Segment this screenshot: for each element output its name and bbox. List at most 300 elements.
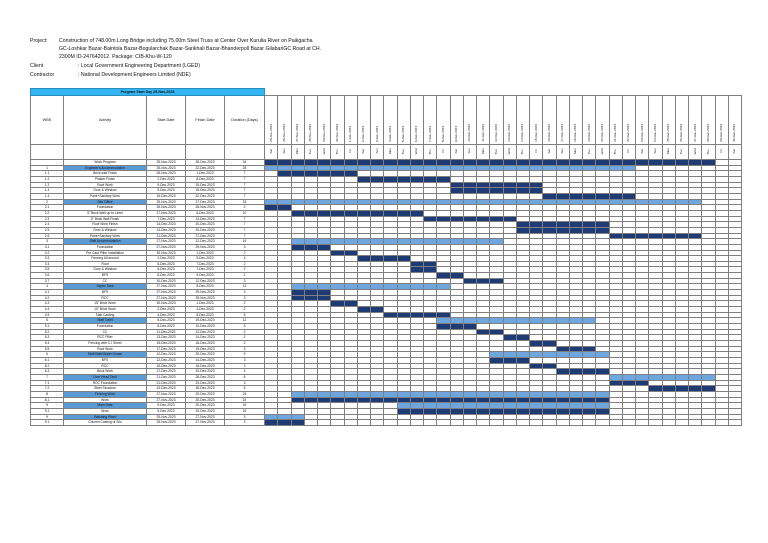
date-header-32 bbox=[689, 96, 702, 145]
gantt-empty-cell bbox=[662, 420, 675, 426]
duration-cell: 7 bbox=[225, 171, 265, 177]
weekday-header-23 bbox=[569, 145, 582, 160]
date-header-19 bbox=[516, 96, 529, 145]
finish-date-cell: 20-Dec-2023 bbox=[186, 222, 225, 228]
wbs-cell: 3.6 bbox=[31, 273, 64, 279]
weekday-label: Wed bbox=[599, 148, 604, 155]
date-header-21 bbox=[543, 96, 556, 145]
start-date-cell: 21-Dec-2023 bbox=[147, 374, 186, 380]
start-date-cell: 16-Dec-2023 bbox=[147, 193, 186, 199]
activity-cell: Column Casting of Silo bbox=[64, 420, 147, 426]
client-text: : Local Government Engineering Department (LGED) bbox=[78, 63, 200, 69]
weekday-label: Thu bbox=[520, 148, 525, 154]
date-label: 29-Dec-2023 bbox=[719, 124, 724, 142]
finish-date-cell: 20-Dec-2023 bbox=[186, 397, 225, 403]
weekday-header-16 bbox=[477, 145, 490, 160]
weekday-label: Wed bbox=[321, 148, 326, 155]
duration-cell: 3 bbox=[225, 324, 265, 330]
activity-cell: Site Office bbox=[64, 199, 147, 205]
activity-header: Activity bbox=[64, 96, 147, 145]
activity-cell: 5" Brick Wall Finish bbox=[64, 216, 147, 222]
activity-cell: RCC Piller bbox=[64, 335, 147, 341]
finish-date-cell: 29-Nov-2023 bbox=[186, 290, 225, 296]
duration-cell: 34 bbox=[225, 160, 265, 166]
column-header-row bbox=[31, 96, 742, 145]
weekday-label: Thu bbox=[613, 148, 618, 154]
duration-cell: 3 bbox=[225, 290, 265, 296]
weekday-label: Fri bbox=[719, 149, 724, 153]
finish-date-cell: 13-Dec-2023 bbox=[186, 216, 225, 222]
finish-date-cell: 16-Dec-2023 bbox=[186, 363, 225, 369]
weekday-label: Fri bbox=[626, 149, 631, 153]
gantt-empty-cell bbox=[490, 420, 503, 426]
duration-cell: 2 bbox=[225, 341, 265, 347]
date-header-24 bbox=[583, 96, 596, 145]
date-header-2 bbox=[291, 96, 304, 145]
finish-date-cell: 12-Dec-2023 bbox=[186, 329, 225, 335]
date-header-31 bbox=[675, 96, 688, 145]
duration-cell: 24 bbox=[225, 391, 265, 397]
activity-cell: Paint+Sanitary Work bbox=[64, 233, 147, 239]
date-label: 28-Nov-2023 bbox=[308, 124, 313, 142]
date-header-9 bbox=[384, 96, 397, 145]
wbs-cell: 3.1 bbox=[31, 244, 64, 250]
gantt-bar-segment bbox=[278, 420, 291, 426]
finish-date-cell: 1-Dec-2023 bbox=[186, 250, 225, 256]
date-header-16 bbox=[477, 96, 490, 145]
date-label: 16-Dec-2023 bbox=[546, 124, 551, 142]
duration-cell: 2 bbox=[225, 363, 265, 369]
weekday-header-34 bbox=[715, 145, 728, 160]
activity-cell: Door & Window bbox=[64, 267, 147, 273]
date-header-15 bbox=[463, 96, 476, 145]
date-header-1 bbox=[278, 96, 291, 145]
weekday-label: Thu bbox=[705, 148, 710, 154]
weekday-header-24 bbox=[583, 145, 596, 160]
wbs-cell: 2 bbox=[31, 199, 64, 205]
start-date-cell: 30-Nov-2023 bbox=[147, 250, 186, 256]
gantt-empty-cell bbox=[371, 420, 384, 426]
finish-date-cell: 16-Dec-2023 bbox=[186, 341, 225, 347]
gantt-empty-cell bbox=[410, 420, 423, 426]
gantt-empty-cell bbox=[636, 420, 649, 426]
weekday-label: Wed bbox=[692, 148, 697, 155]
start-date-cell: 8-Dec-2023 bbox=[147, 324, 186, 330]
date-label: 9-Dec-2023 bbox=[454, 125, 459, 142]
weekday-row bbox=[31, 145, 742, 160]
date-label: 14-Dec-2023 bbox=[520, 124, 525, 142]
start-date-cell: 27-Nov-2023 bbox=[147, 295, 186, 301]
activity-cell: 15" Brick Work bbox=[64, 301, 147, 307]
wbs-cell: 7.2 bbox=[31, 386, 64, 392]
start-date-cell: 2-Dec-2023 bbox=[147, 307, 186, 313]
wbs-cell: 6.3 bbox=[31, 369, 64, 375]
weekday-spacer bbox=[31, 145, 64, 160]
wbs-cell: 6.1 bbox=[31, 357, 64, 363]
wbs-cell: 7.1 bbox=[31, 380, 64, 386]
activity-cell: Foundation bbox=[64, 324, 147, 330]
weekday-label: Mon bbox=[666, 148, 671, 155]
date-header-26 bbox=[609, 96, 622, 145]
finish-date-cell: 28-Dec-2023 bbox=[186, 374, 225, 380]
finish-date-cell: 5-Dec-2023 bbox=[186, 256, 225, 262]
weekday-header-29 bbox=[649, 145, 662, 160]
finish-date-cell: 20-Dec-2023 bbox=[186, 408, 225, 414]
start-date-header: Start Date bbox=[147, 96, 186, 145]
activity-cell: BFS bbox=[64, 290, 147, 296]
weekday-header-33 bbox=[702, 145, 715, 160]
weekday-header-21 bbox=[543, 145, 556, 160]
wbs-cell: 4.1 bbox=[31, 290, 64, 296]
activity-cell: Roof bbox=[64, 261, 147, 267]
duration-cell: 3 bbox=[225, 295, 265, 301]
activity-cell: Batching Plant bbox=[64, 414, 147, 420]
duration-cell: 7 bbox=[225, 193, 265, 199]
date-label: 26-Dec-2023 bbox=[679, 124, 684, 142]
activity-cell: Door & Window bbox=[64, 188, 147, 194]
start-date-cell: 21-Dec-2023 bbox=[147, 380, 186, 386]
start-date-cell: 15-Dec-2023 bbox=[147, 341, 186, 347]
duration-cell: 7 bbox=[225, 216, 265, 222]
activity-cell: 10" Brick Work bbox=[64, 307, 147, 313]
banner-spacer bbox=[265, 89, 742, 96]
weekday-label: Sun bbox=[281, 148, 286, 154]
wbs-cell: 9 bbox=[31, 403, 64, 409]
wbs-cell: 2.6 bbox=[31, 233, 64, 239]
gantt-empty-cell bbox=[318, 420, 331, 426]
duration-cell: 12 bbox=[225, 284, 265, 290]
date-header-29 bbox=[649, 96, 662, 145]
finish-date-cell: 1-Dec-2023 bbox=[186, 301, 225, 307]
weekday-header-30 bbox=[662, 145, 675, 160]
start-date-cell: 8-Dec-2023 bbox=[147, 273, 186, 279]
finish-date-cell: 20-Dec-2023 bbox=[186, 352, 225, 358]
wbs-cell: 7 bbox=[31, 374, 64, 380]
date-header-4 bbox=[318, 96, 331, 145]
finish-date-cell: 7-Dec-2023 bbox=[186, 267, 225, 273]
date-label: 5-Dec-2023 bbox=[401, 125, 406, 142]
activity-cell: CC bbox=[64, 278, 147, 284]
project-text-line-2: GC-Loshkar Bazar-Baintola Bazar-Bogularchak Bazar-Sarikhali Bazar-Bhanderpoll Bazar GilabariGC Road at CH. bbox=[59, 46, 322, 52]
duration-cell: 2 bbox=[225, 267, 265, 273]
finish-date-cell: 27-Dec-2023 bbox=[186, 233, 225, 239]
finish-date-cell: 27-Dec-2023 bbox=[186, 199, 225, 205]
gantt-empty-cell bbox=[304, 420, 317, 426]
weekday-header-2 bbox=[291, 145, 304, 160]
date-header-18 bbox=[503, 96, 516, 145]
finish-date-cell: 22-Dec-2023 bbox=[186, 165, 225, 171]
date-header-11 bbox=[410, 96, 423, 145]
finish-date-cell: 26-Nov-2023 bbox=[186, 205, 225, 211]
contractor-label: Contractor bbox=[30, 72, 55, 78]
wbs-cell: 5.4 bbox=[31, 341, 64, 347]
start-date-cell: 12-Dec-2023 bbox=[147, 352, 186, 358]
date-label: 3-Dec-2023 bbox=[374, 125, 379, 142]
gantt-empty-cell bbox=[463, 420, 476, 426]
weekday-label: Tue bbox=[401, 148, 406, 154]
wbs-cell: 4 bbox=[31, 284, 64, 290]
start-date-cell: 11-Dec-2023 bbox=[147, 329, 186, 335]
activity-cell: 5" Brick Wall up to Lintel bbox=[64, 210, 147, 216]
activity-cell: Fencing with C.I Sheet bbox=[64, 341, 147, 347]
finish-date-cell: 8-Dec-2023 bbox=[186, 312, 225, 318]
weekday-header-0 bbox=[265, 145, 278, 160]
activity-cell: Roof Work Finish bbox=[64, 222, 147, 228]
finish-date-cell: 15-Dec-2023 bbox=[186, 188, 225, 194]
weekday-label: Sun bbox=[560, 148, 565, 154]
weekday-label: Fri bbox=[533, 149, 538, 153]
finish-date-cell: 28-Dec-2023 bbox=[186, 386, 225, 392]
duration-cell: 2 bbox=[225, 329, 265, 335]
weekday-header-27 bbox=[622, 145, 635, 160]
weekday-spacer bbox=[64, 145, 147, 160]
weekday-header-1 bbox=[278, 145, 291, 160]
start-date-cell: 10-Dec-2023 bbox=[147, 278, 186, 284]
duration-cell: 4 bbox=[225, 369, 265, 375]
finish-date-cell: 3-Dec-2023 bbox=[186, 307, 225, 313]
activity-cell: Roof Work bbox=[64, 346, 147, 352]
duration-cell: 7 bbox=[225, 188, 265, 194]
start-date-cell: 2-Dec-2023 bbox=[147, 176, 186, 182]
gantt-empty-cell bbox=[424, 420, 437, 426]
duration-cell: 3 bbox=[225, 346, 265, 352]
start-date-cell: 21-Dec-2023 bbox=[147, 233, 186, 239]
duration-cell: 7 bbox=[225, 227, 265, 233]
date-header-12 bbox=[424, 96, 437, 145]
start-date-cell: 17-Dec-2023 bbox=[147, 369, 186, 375]
weekday-header-17 bbox=[490, 145, 503, 160]
weekday-label: Fri bbox=[348, 149, 353, 153]
weekday-label: Fri bbox=[440, 149, 445, 153]
weekday-label: Mon bbox=[387, 148, 392, 155]
activity-cell: Main Gate bbox=[64, 403, 147, 409]
duration-cell: 3 bbox=[225, 278, 265, 284]
wbs-cell: 9.1 bbox=[31, 420, 64, 426]
duration-cell: 7 bbox=[225, 182, 265, 188]
finish-date-cell: 12-Dec-2023 bbox=[186, 278, 225, 284]
activity-cell: Slab Casting bbox=[64, 312, 147, 318]
duration-cell: 3 bbox=[225, 414, 265, 420]
gantt-empty-cell bbox=[622, 420, 635, 426]
start-date-cell: 5-Dec-2023 bbox=[147, 408, 186, 414]
start-date-cell: 25-Nov-2023 bbox=[147, 414, 186, 420]
weekday-header-35 bbox=[728, 145, 741, 160]
weekday-label: Wed bbox=[414, 148, 419, 155]
date-label: 24-Dec-2023 bbox=[652, 124, 657, 142]
finish-date-cell: 1-Dec-2023 bbox=[186, 171, 225, 177]
wbs-cell: 6 bbox=[31, 352, 64, 358]
start-date-cell: 27-Nov-2023 bbox=[147, 239, 186, 245]
wbs-cell: 3.3 bbox=[31, 256, 64, 262]
duration-cell: 2 bbox=[225, 205, 265, 211]
wbs-cell: 5 bbox=[31, 318, 64, 324]
date-label: 2-Dec-2023 bbox=[361, 125, 366, 142]
finish-date-cell: 20-Dec-2023 bbox=[186, 403, 225, 409]
finish-date-cell: 15-Dec-2023 bbox=[186, 182, 225, 188]
gantt-empty-cell bbox=[516, 420, 529, 426]
date-header-30 bbox=[662, 96, 675, 145]
program-start-banner: Program Start Day 25-Nov-2023 bbox=[31, 89, 265, 96]
date-label: 13-Dec-2023 bbox=[507, 124, 512, 142]
date-label: 29-Nov-2023 bbox=[321, 124, 326, 142]
weekday-header-14 bbox=[450, 145, 463, 160]
weekday-label: Sun bbox=[467, 148, 472, 154]
gantt-bar-segment bbox=[265, 420, 278, 426]
start-date-cell: 25-Nov-2023 bbox=[147, 165, 186, 171]
wbs-cell: 2.3 bbox=[31, 216, 64, 222]
gantt-bar-segment bbox=[291, 420, 304, 426]
weekday-header-13 bbox=[437, 145, 450, 160]
wbs-cell: 5.5 bbox=[31, 346, 64, 352]
start-date-cell: 27-Nov-2023 bbox=[147, 284, 186, 290]
finish-date-cell: 23-Dec-2023 bbox=[186, 380, 225, 386]
weekday-header-32 bbox=[689, 145, 702, 160]
start-date-cell: 8-Dec-2023 bbox=[147, 318, 186, 324]
finish-date-cell: 19-Dec-2023 bbox=[186, 318, 225, 324]
duration-cell: 16 bbox=[225, 408, 265, 414]
date-header-13 bbox=[437, 96, 450, 145]
start-date-cell: 25-Nov-2023 bbox=[147, 199, 186, 205]
wbs-cell: 3 bbox=[31, 239, 64, 245]
date-header-25 bbox=[596, 96, 609, 145]
finish-date-cell: 29-Nov-2023 bbox=[186, 295, 225, 301]
wbs-cell: 3.5 bbox=[31, 267, 64, 273]
start-date-cell: 7-Dec-2023 bbox=[147, 216, 186, 222]
finish-date-cell: 22-Dec-2023 bbox=[186, 193, 225, 199]
start-date-cell: 2-Dec-2023 bbox=[147, 256, 186, 262]
weekday-header-18 bbox=[503, 145, 516, 160]
weekday-header-31 bbox=[675, 145, 688, 160]
date-label: 8-Dec-2023 bbox=[440, 125, 445, 142]
gantt-empty-cell bbox=[609, 420, 622, 426]
duration-cell: 9 bbox=[225, 352, 265, 358]
weekday-label: Tue bbox=[679, 148, 684, 154]
date-header-23 bbox=[569, 96, 582, 145]
weekday-header-15 bbox=[463, 145, 476, 160]
activity-cell: Brick wall Finish bbox=[64, 171, 147, 177]
date-label: 17-Dec-2023 bbox=[560, 124, 565, 142]
weekday-label: Tue bbox=[493, 148, 498, 154]
gantt-empty-cell bbox=[357, 420, 370, 426]
weekday-header-7 bbox=[357, 145, 370, 160]
date-label: 23-Dec-2023 bbox=[639, 124, 644, 142]
weekday-spacer bbox=[225, 145, 265, 160]
start-date-cell: 24-Dec-2023 bbox=[147, 386, 186, 392]
finish-date-cell: 9-Dec-2023 bbox=[186, 273, 225, 279]
wbs-cell: 9.1 bbox=[31, 408, 64, 414]
date-header-6 bbox=[344, 96, 357, 145]
activity-cell: Work bbox=[64, 408, 147, 414]
weekday-label: Mon bbox=[573, 148, 578, 155]
start-date-cell: 25-Nov-2023 bbox=[147, 205, 186, 211]
weekday-header-10 bbox=[397, 145, 410, 160]
date-header-5 bbox=[331, 96, 344, 145]
weekday-header-8 bbox=[371, 145, 384, 160]
activity-cell: BFS bbox=[64, 357, 147, 363]
start-date-cell: 15-Dec-2023 bbox=[147, 363, 186, 369]
wbs-cell: 6.2 bbox=[31, 363, 64, 369]
finish-date-cell: 20-Dec-2023 bbox=[186, 391, 225, 397]
activity-cell: Foundation bbox=[64, 205, 147, 211]
weekday-header-3 bbox=[304, 145, 317, 160]
duration-header: Duration (Days) bbox=[225, 96, 265, 145]
weekday-header-20 bbox=[530, 145, 543, 160]
weekday-spacer bbox=[147, 145, 186, 160]
duration-cell: 7 bbox=[225, 233, 265, 239]
activity-cell: Steel Structure bbox=[64, 386, 147, 392]
activity-cell: Staff Accommodation bbox=[64, 239, 147, 245]
gantt-empty-cell bbox=[583, 420, 596, 426]
duration-cell: 7 bbox=[225, 222, 265, 228]
gantt-empty-cell bbox=[556, 420, 569, 426]
start-date-cell: 4-Dec-2023 bbox=[147, 312, 186, 318]
weekday-label: Sat bbox=[454, 148, 459, 154]
finish-date-cell: 12-Dec-2023 bbox=[186, 239, 225, 245]
wbs-cell: 8 bbox=[31, 391, 64, 397]
date-header-28 bbox=[636, 96, 649, 145]
finish-date-cell: 6-Dec-2023 bbox=[186, 210, 225, 216]
weekday-header-19 bbox=[516, 145, 529, 160]
duration-cell: 10 bbox=[225, 210, 265, 216]
date-label: 7-Dec-2023 bbox=[427, 125, 432, 142]
start-date-cell: 6-Dec-2023 bbox=[147, 261, 186, 267]
start-date-cell: 27-Nov-2023 bbox=[147, 290, 186, 296]
date-label: 1-Dec-2023 bbox=[348, 125, 353, 142]
gantt-empty-cell bbox=[689, 420, 702, 426]
date-header-34 bbox=[715, 96, 728, 145]
weekday-label: Sat bbox=[639, 148, 644, 154]
project-text-line-3: 2300M ID-247642012. Package: CIB-Khu-W-120 bbox=[59, 54, 172, 60]
gantt-empty-cell bbox=[675, 420, 688, 426]
weekday-label: Tue bbox=[308, 148, 313, 154]
date-label: 21-Dec-2023 bbox=[613, 124, 618, 142]
start-date-cell: 6-Dec-2023 bbox=[147, 267, 186, 273]
weekday-label: Sat bbox=[732, 148, 737, 154]
wbs-cell: 8.1 bbox=[31, 397, 64, 403]
finish-date-cell: 27-Nov-2023 bbox=[186, 420, 225, 426]
date-header-22 bbox=[556, 96, 569, 145]
date-label: 27-Nov-2023 bbox=[295, 124, 300, 142]
weekday-header-11 bbox=[410, 145, 423, 160]
gantt-empty-cell bbox=[728, 420, 741, 426]
duration-cell: 28 bbox=[225, 165, 265, 171]
date-header-0 bbox=[265, 96, 278, 145]
start-date-cell: 5-Dec-2023 bbox=[147, 403, 186, 409]
wbs-cell: 5.2 bbox=[31, 329, 64, 335]
date-header-27 bbox=[622, 96, 635, 145]
duration-cell: 2 bbox=[225, 261, 265, 267]
finish-date-cell: 20-Dec-2023 bbox=[186, 369, 225, 375]
start-date-cell: 26-Nov-2023 bbox=[147, 171, 186, 177]
date-label: 19-Dec-2023 bbox=[586, 124, 591, 142]
wbs-cell: 3.2 bbox=[31, 250, 64, 256]
client-label: Client bbox=[30, 63, 44, 69]
activity-cell: Foundation bbox=[64, 244, 147, 250]
gantt-empty-cell bbox=[344, 420, 357, 426]
duration-cell: 2 bbox=[225, 307, 265, 313]
start-date-cell: 17-Dec-2023 bbox=[147, 346, 186, 352]
wbs-header: WBS bbox=[31, 96, 64, 145]
activity-cell: Septic Tank bbox=[64, 284, 147, 290]
date-label: 12-Dec-2023 bbox=[493, 124, 498, 142]
activity-cell: Plaster Finish bbox=[64, 176, 147, 182]
duration-cell: 16 bbox=[225, 239, 265, 245]
weekday-label: Sun bbox=[374, 148, 379, 154]
activity-cell: Paint+Sanitary Work bbox=[64, 193, 147, 199]
contractor-text: : National Development Engineers Limited (NDE) bbox=[78, 72, 191, 78]
weekday-header-25 bbox=[596, 145, 609, 160]
wbs-cell: 1.2 bbox=[31, 176, 64, 182]
